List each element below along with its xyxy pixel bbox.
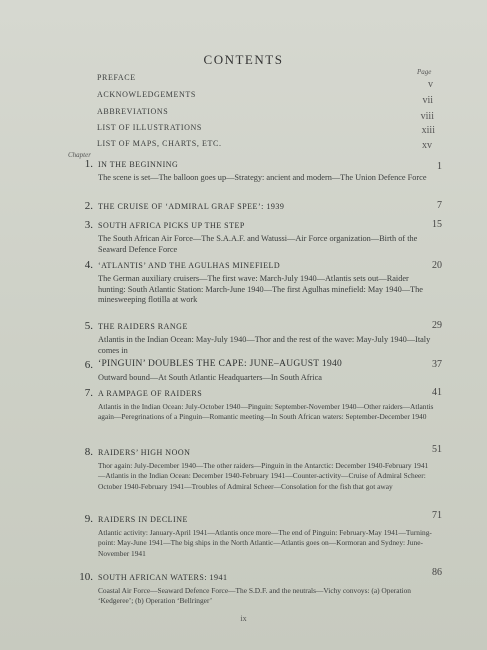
- chapter-title: THE CRUISE OF ‘ADMIRAL GRAF SPEE’: 1939: [98, 202, 285, 211]
- chapter-page: 86: [432, 567, 442, 578]
- chapter-number: 4.: [84, 259, 93, 271]
- chapter-page: 37: [432, 359, 442, 370]
- chapter-number: 7.: [84, 387, 93, 399]
- chapter-page: 15: [432, 219, 442, 230]
- chapter-description: Coastal Air Force—Seaward Defence Force—The S.D.F. and the neutrals—Vichy convoys: (a) Operation ‘Kedgeree’; (b) Operation ‘Bellringer’: [98, 586, 411, 606]
- chapter-title: IN THE BEGINNING: [98, 160, 179, 169]
- chapter-number: 1.: [84, 158, 93, 170]
- chapter-title: RAIDERS’ HIGH NOON: [98, 448, 191, 457]
- chapter-title: ‘ATLANTIS’ AND THE AGULHAS MINEFIELD: [98, 261, 281, 270]
- chapter-description: Atlantis in the Indian Ocean: July-October 1940—Pinguin: September-November 1940—Other raiders—Atlantis again—Peregrinations of a Pinguin—Romantic meeting—In South African waters: September-December 1940: [98, 402, 434, 422]
- chapter-page: 29: [432, 320, 442, 331]
- front-matter-page: xv: [422, 140, 432, 151]
- chapter-description: Thor again: July-December 1940—The other raiders—Pinguin in the Antarctic: December 1940-February 1941—Atlantis in the Indian Ocean: December 1940-February 1941—Counter-activity—Cruise of Admiral Scheer: October 1940-February 1941—Troubles of Admiral Scheer—Consolation for the fish that got away: [98, 461, 429, 491]
- chapter-title: ‘PINGUIN’ DOUBLES THE CAPE: JUNE–AUGUST 1940: [98, 359, 343, 369]
- chapter-description: The scene is set—The balloon goes up—Strategy: ancient and modern—The Union Defence Force: [98, 173, 427, 182]
- chapter-title: SOUTH AFRICAN WATERS: 1941: [98, 573, 228, 582]
- chapter-description: Outward bound—At South Atlantic Headquarters—In South Africa: [98, 373, 322, 382]
- chapter-page: 7: [437, 200, 442, 211]
- front-matter-label: LIST OF MAPS, CHARTS, ETC.: [97, 139, 222, 148]
- front-matter-page: xiii: [421, 125, 435, 136]
- front-matter-page: v: [428, 79, 433, 90]
- front-matter-label: PREFACE: [97, 73, 136, 82]
- chapter-page: 20: [432, 260, 442, 271]
- chapter-description: Atlantic activity: January-April 1941—Atlantis once more—The end of Pinguin: February-May 1941—Turning-point: May-June 1941—The big ships in the North Atlantic—Atlantis goes on—Kormoran and Sydney: June-November 1941: [98, 528, 432, 558]
- chapter-number: 10.: [79, 571, 93, 583]
- chapter-title: A RAMPAGE OF RAIDERS: [98, 389, 203, 398]
- chapter-description: Atlantis in the Indian Ocean: May-July 1940—Thor and the rest of the wave: May-July 1940—Italy comes in: [98, 335, 431, 355]
- chapter-title: THE RAIDERS RANGE: [98, 322, 188, 331]
- page-title: CONTENTS: [203, 52, 284, 67]
- chapter-number: 6.: [84, 359, 93, 371]
- chapter-page: 1: [437, 161, 442, 172]
- chapter-number: 3.: [84, 219, 93, 231]
- page-number: ix: [240, 614, 247, 623]
- front-matter-page: vii: [422, 95, 433, 106]
- chapter-page: 71: [432, 510, 442, 521]
- page-column-heading: Page: [417, 68, 432, 76]
- chapter-number: 5.: [84, 320, 93, 332]
- chapter-number: 2.: [84, 200, 93, 212]
- chapter-description: The South African Air Force—The S.A.A.F. and Watussi—Air Force organization—Birth of the Seaward Defence Force: [98, 234, 418, 254]
- front-matter-page: viii: [420, 111, 434, 122]
- chapter-number: 8.: [84, 446, 93, 458]
- chapter-title: SOUTH AFRICA PICKS UP THE STEP: [98, 221, 245, 230]
- front-matter-label: LIST OF ILLUSTRATIONS: [97, 123, 202, 132]
- chapter-page: 41: [432, 387, 442, 398]
- chapter-column-heading: Chapter: [68, 151, 91, 159]
- chapter-title: RAIDERS IN DECLINE: [98, 515, 188, 524]
- chapter-description: The German auxiliary cruisers—The first wave: March-July 1940—Atlantis sets out—Raider hunting: South Atlantic Station: March-June 1940—The first Agulhas minefield: May 1940—The minesweeping flotilla at work: [98, 274, 423, 305]
- front-matter-label: ACKNOWLEDGEMENTS: [97, 90, 196, 99]
- front-matter-label: ABBREVIATIONS: [97, 107, 169, 116]
- chapter-number: 9.: [84, 513, 93, 525]
- chapter-page: 51: [432, 444, 442, 455]
